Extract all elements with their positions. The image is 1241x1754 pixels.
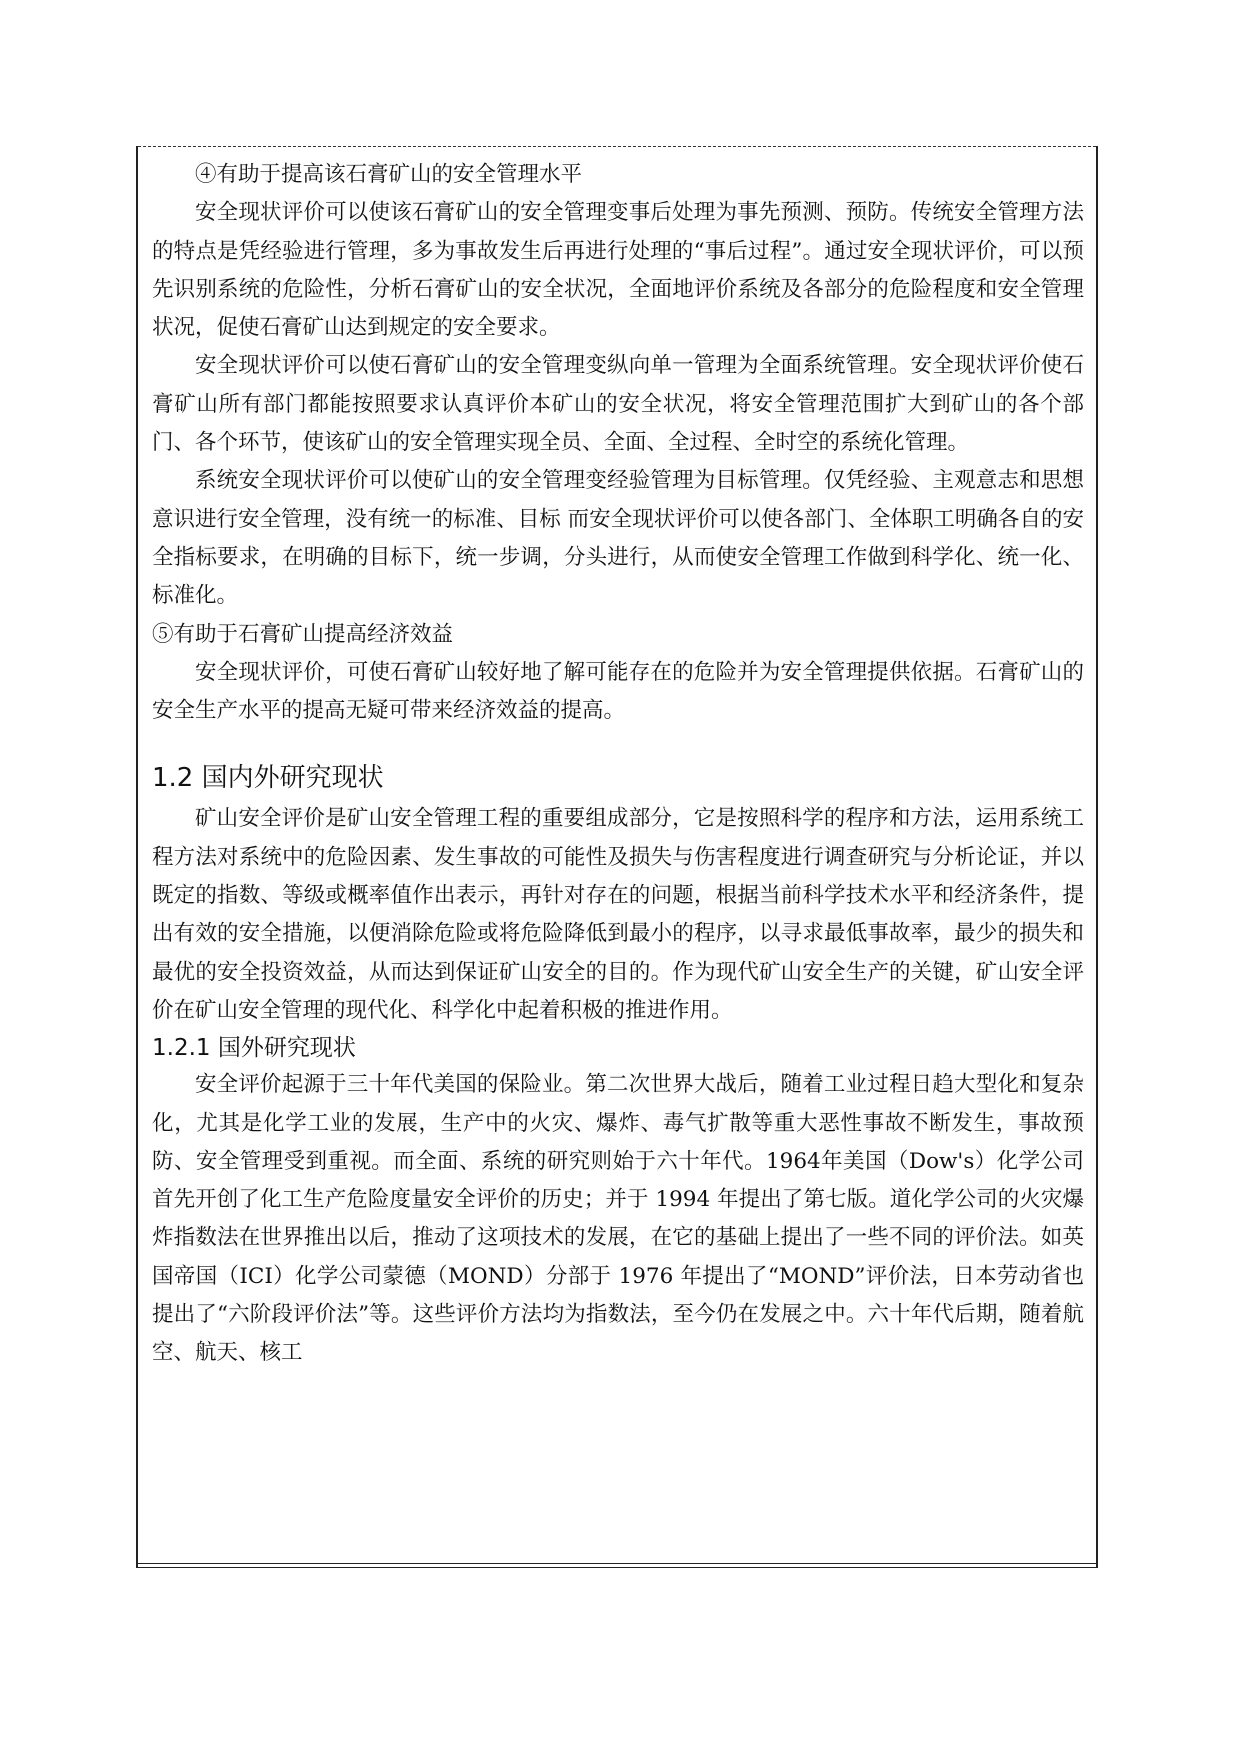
section-heading: 1.2 国内外研究现状 <box>152 763 384 794</box>
paragraph: 矿山安全评价是矿山安全管理工程的重要组成部分，它是按照科学的程序和方法，运用系统工程方法对系统中的危险因素、发生事故的可能性及损失与伤害程度进行调查研究与分析论证，并以既定的指数、等级或概率值作出表示，再针对存在的问题，根据当前科学技术水平和经济条件，提出有效的安全措施，以便消除危险或将危险降低到最小的程序，以寻求最低事故率，最少的损失和最优的安全投资效益，从而达到保证矿山安全的目的。作为现代矿山安全生产的关键，矿山安全评价在矿山安全管理的现代化、科学化中起着积极的推进作用。 <box>152 806 1084 1023</box>
paragraph: 系统安全现状评价可以使矿山的安全管理变经验管理为目标管理。仅凭经验、主观意志和思想意识进行安全管理，没有统一的标准、目标 而安全现状评价可以使各部门、全体职工明确各自的安全指标要求，在明确的目标下，统一步调，分头进行，从而使安全管理工作做到科学化、统一化、标准化。 <box>152 468 1084 609</box>
point-4-heading: ④有助于提高该石膏矿山的安全管理水平 <box>195 162 583 187</box>
paragraph: 安全评价起源于三十年代美国的保险业。第二次世界大战后，随着工业过程日趋大型化和复杂化，尤其是化学工业的发展，生产中的火灾、爆炸、毒气扩散等重大恶性事故不断发生，事故预防、安全管理受到重视。而全面、系统的研究则始于六十年代。1964年美国（Dow's）化学公司首先开创了化工生产危险度量安全评价的历史；并于 1994 年提出了第七版。道化学公司的火灾爆炸指数法在世界推出以后，推动了这项技术的发展，在它的基础上提出了一些不同的评价法。如英国帝国（ICI）化学公司蒙德（MOND）分部于 1976 年提出了“MOND”评价法，日本劳动省也提出了“六阶段评价法”等。这些评价方法均为指数法，至今仍在发展之中。六十年代后期，随着航空、航天、核工 <box>152 1072 1084 1366</box>
paragraph: 安全现状评价可以使该石膏矿山的安全管理变事后处理为事先预测、预防。传统安全管理方法的特点是凭经验进行管理，多为事故发生后再进行处理的“事后过程”。通过安全现状评价，可以预先识别系统的危险性，分析石膏矿山的安全状况，全面地评价系统及各部分的危险程度和安全管理状况，促使石膏矿山达到规定的安全要求。 <box>152 200 1084 341</box>
paragraph: 安全现状评价可以使石膏矿山的安全管理变纵向单一管理为全面系统管理。安全现状评价使石膏矿山所有部门都能按照要求认真评价本矿山的安全状况，将安全管理范围扩大到矿山的各个部门、各个环节，使该矿山的安全管理实现全员、全面、全过程、全时空的系统化管理。 <box>152 353 1084 456</box>
paragraph: 安全现状评价，可使石膏矿山较好地了解可能存在的危险并为安全管理提供依据。石膏矿山的安全生产水平的提高无疑可带来经济效益的提高。 <box>152 659 1084 724</box>
page-frame <box>136 146 1098 1568</box>
point-5-heading: ⑤有助于石膏矿山提高经济效益 <box>152 621 454 647</box>
subsection-heading: 1.2.1 国外研究现状 <box>152 1035 356 1062</box>
frame-bottom-double-border <box>138 1563 1096 1568</box>
frame-top-dashed-border <box>138 146 1096 147</box>
document-body <box>152 156 1084 1373</box>
